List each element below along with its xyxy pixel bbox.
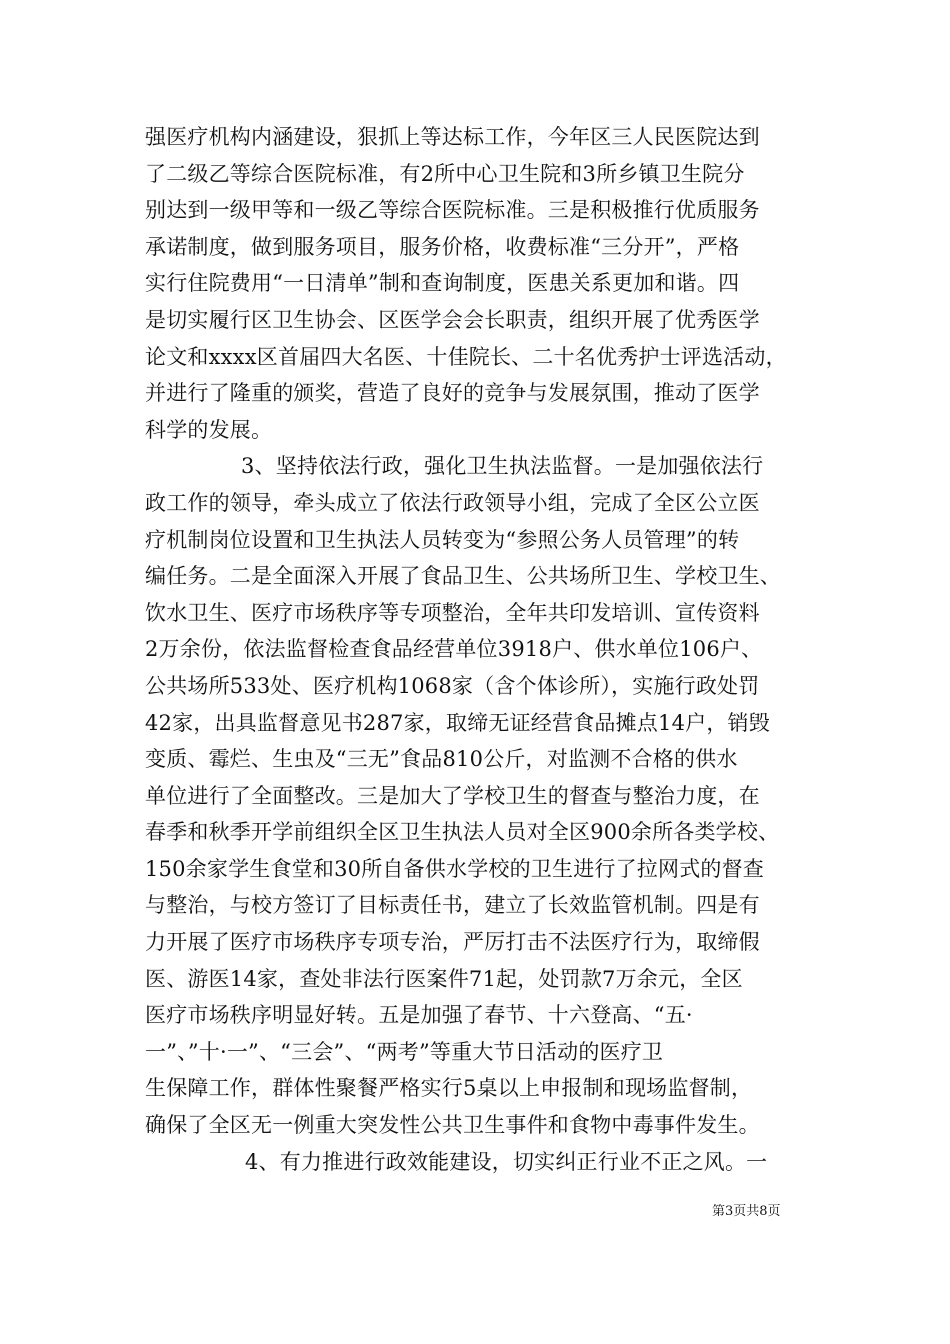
text-line: 别达到一级甲等和一级乙等综合医院标准。三是积极推行优质服务 <box>145 198 760 223</box>
text-line: 了二级乙等综合医院标准，有2所中心卫生院和3所乡镇卫生院分 <box>145 161 745 186</box>
section-heading-3: 3、坚持依法行政，强化卫生执法监督。一是加强依法行 <box>241 454 764 479</box>
text-line: 确保了全区无一例重大突发性公共卫生事件和食物中毒事件发生。 <box>145 1113 760 1138</box>
page-number-footer: 第3页共8页 <box>712 1204 781 1219</box>
text-line: 力开展了医疗市场秩序专项专治，严厉打击不法医疗行为，取缔假 <box>145 930 760 955</box>
text-line: 42家，出具监督意见书287家，取缔无证经营食品摊点14户，销毁 <box>145 710 770 735</box>
text-line: 论文和xxxx区首届四大名医、十佳院长、二十名优秀护士评选活动， <box>145 344 787 369</box>
text-line: 一”、”十·一”、“三会”、“两考”等重大节日活动的医疗卫 <box>145 1039 664 1064</box>
text-line: 政工作的领导，牵头成立了依法行政领导小组，完成了全区公立医 <box>145 490 760 515</box>
text-line: 是切实履行区卫生协会、区医学会会长职责，组织开展了优秀医学 <box>145 307 760 332</box>
text-line: 2万余份，依法监督检查食品经营单位3918户、供水单位106户、 <box>145 637 763 662</box>
text-line: 医疗市场秩序明显好转。五是加强了春节、十六登高、“五· <box>145 1003 693 1028</box>
text-line: 单位进行了全面整改。三是加大了学校卫生的督查与整治力度，在 <box>145 783 760 808</box>
text-line: 医、游医14家，查处非法行医案件71起，处罚款7万余元，全区 <box>145 966 743 991</box>
text-line: 生保障工作，群体性聚餐严格实行5桌以上申报制和现场监督制， <box>145 1076 753 1101</box>
text-line: 实行住院费用“一日清单”制和查询制度，医患关系更加和谐。四 <box>145 271 740 296</box>
document-body <box>145 119 813 1180</box>
text-line: 编任务。二是全面深入开展了食品卫生、公共场所卫生、学校卫生、 <box>145 564 781 589</box>
section-heading-4: 4、有力推进行政效能建设，切实纠正行业不正之风。一 <box>245 1149 768 1174</box>
text-line: 150余家学生食堂和30所自备供水学校的卫生进行了拉网式的督查 <box>145 856 765 881</box>
text-line: 公共场所533处、医疗机构1068家（含个体诊所），实施行政处罚 <box>145 673 760 698</box>
text-line: 强医疗机构内涵建设，狠抓上等达标工作，今年区三人民医院达到 <box>145 125 760 149</box>
text-line: 疗机制岗位设置和卫生执法人员转变为“参照公务人员管理”的转 <box>145 527 740 552</box>
text-line: 承诺制度，做到服务项目，服务价格，收费标准“三分开”，严格 <box>145 234 740 259</box>
text-line: 变质、霉烂、生虫及“三无”食品810公斤，对监测不合格的供水 <box>145 747 738 772</box>
text-line: 春季和秋季开学前组织全区卫生执法人员对全区900余所各类学校、 <box>145 820 780 845</box>
text-line: 饮水卫生、医疗市场秩序等专项整治，全年共印发培训、宣传资料 <box>145 600 760 625</box>
text-line: 与整治，与校方签订了目标责任书，建立了长效监管机制。四是有 <box>145 893 760 918</box>
text-line: 科学的发展。 <box>145 417 273 442</box>
text-line: 并进行了隆重的颁奖，营造了良好的竞争与发展氛围，推动了医学 <box>145 381 760 406</box>
